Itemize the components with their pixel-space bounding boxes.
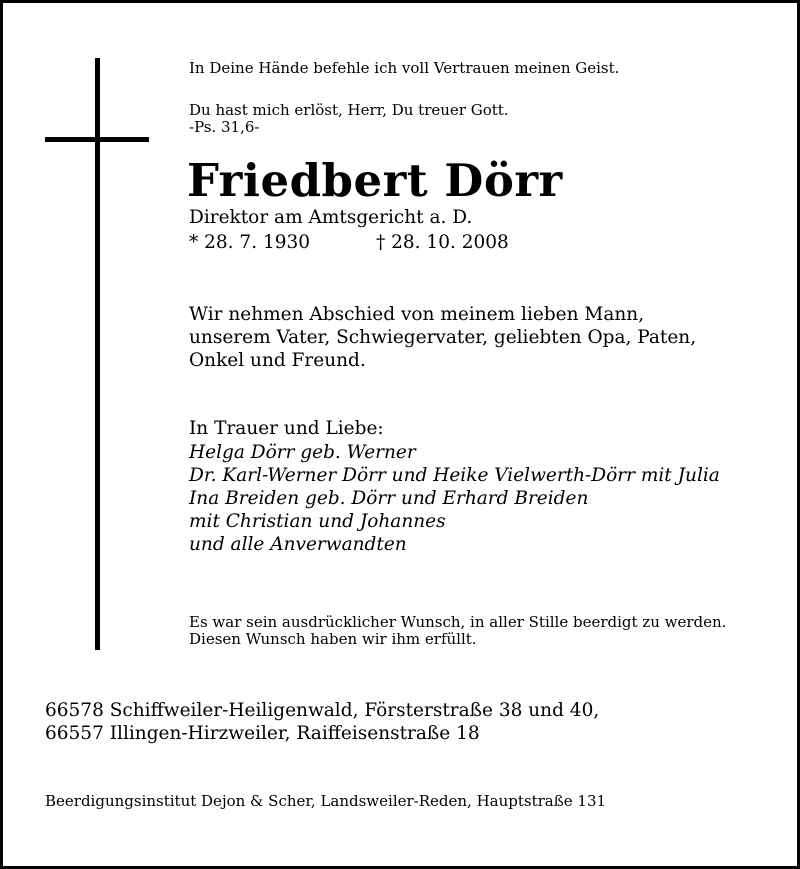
address-line: 66557 Illingen-Hirzweiler, Raiffeisenstraße 18 xyxy=(45,723,480,744)
address-line: 66578 Schiffweiler-Heiligenwald, Försterstraße 38 und 40, xyxy=(45,700,600,721)
funeral-home: Beerdigungsinstitut Dejon & Scher, Landsweiler-Reden, Hauptstraße 131 xyxy=(45,792,607,810)
cross-icon-horizontal-bar xyxy=(45,137,149,142)
wish-line: Diesen Wunsch haben wir ihm erfüllt. xyxy=(189,630,477,648)
mourner-line: Helga Dörr geb. Werner xyxy=(189,442,416,463)
cross-icon-vertical-bar xyxy=(95,58,100,650)
farewell-line: Wir nehmen Abschied von meinem lieben Mann, xyxy=(189,304,645,325)
mourner-line: Dr. Karl-Werner Dörr und Heike Vielwerth-Dörr mit Julia xyxy=(189,465,720,486)
wish-text xyxy=(189,614,726,648)
verse-reference: -Ps. 31,6- xyxy=(189,118,260,136)
deceased-title: Direktor am Amtsgericht a. D. xyxy=(189,207,473,228)
farewell-text xyxy=(189,303,696,372)
mourners-list xyxy=(189,441,720,556)
birth-date: * 28. 7. 1930 xyxy=(189,232,311,253)
death-date: † 28. 10. 2008 xyxy=(376,232,509,253)
wish-line: Es war sein ausdrücklicher Wunsch, in aller Stille beerdigt zu werden. xyxy=(189,613,727,631)
mourner-line: und alle Anverwandten xyxy=(189,534,407,555)
mourner-line: mit Christian und Johannes xyxy=(189,511,446,532)
mourner-line: Ina Breiden geb. Dörr und Erhard Breiden xyxy=(189,488,589,509)
farewell-line: Onkel und Freund. xyxy=(189,350,366,371)
verse-line-2: Du hast mich erlöst, Herr, Du treuer Gott. xyxy=(189,101,509,119)
verse-line-1: In Deine Hände befehle ich voll Vertrauen meinen Geist. xyxy=(189,59,620,77)
deceased-name: Friedbert Dörr xyxy=(187,154,563,207)
addresses xyxy=(45,699,599,745)
mourners-heading: In Trauer und Liebe: xyxy=(189,418,384,439)
farewell-line: unserem Vater, Schwiegervater, geliebten Opa, Paten, xyxy=(189,327,697,348)
